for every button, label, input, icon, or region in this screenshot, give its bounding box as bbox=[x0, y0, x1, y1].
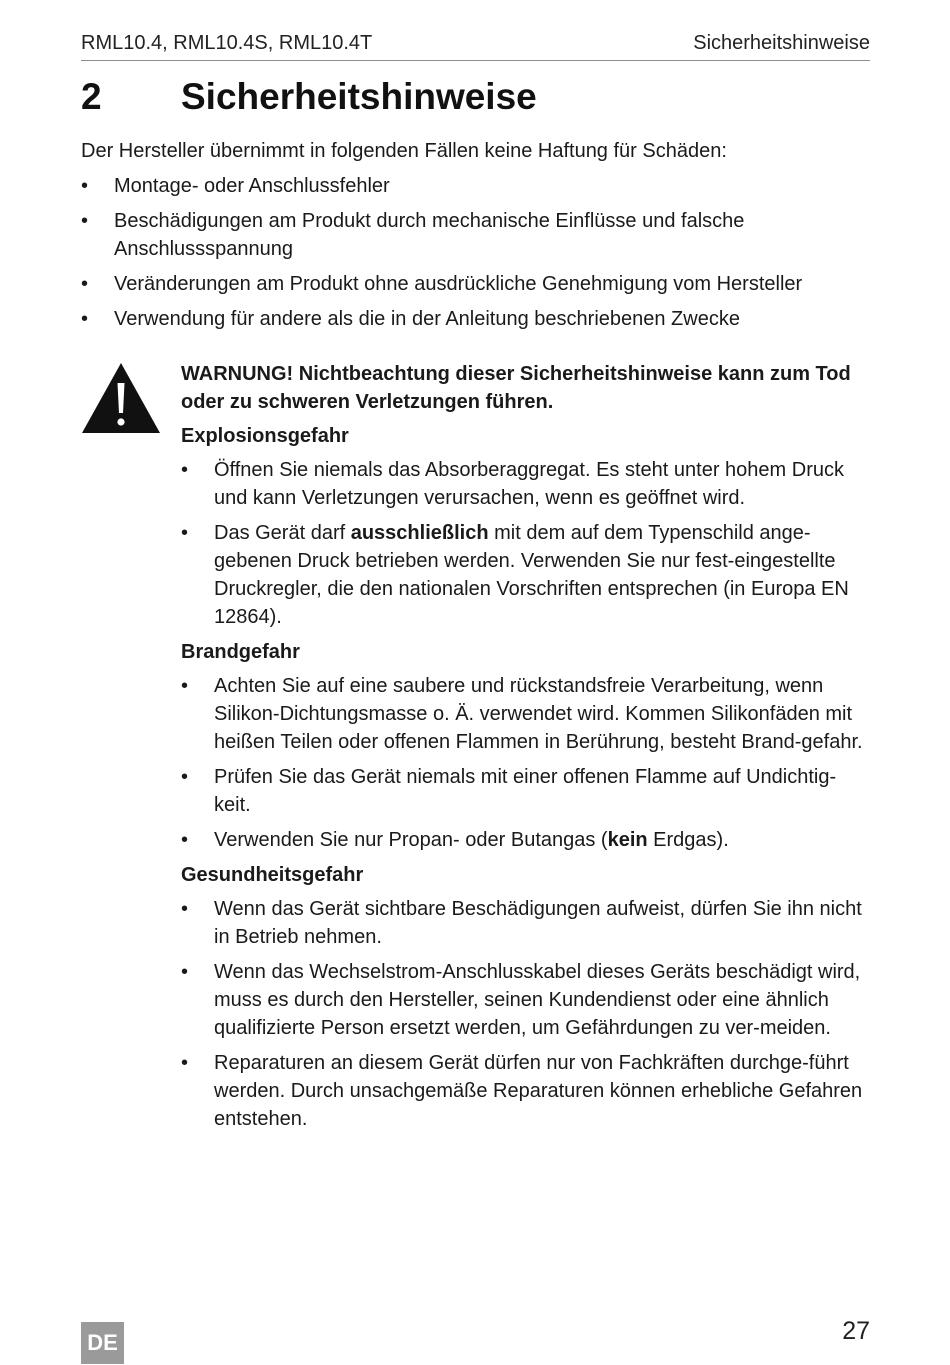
bullet: • bbox=[181, 766, 189, 788]
explosion-heading: Explosionsgefahr bbox=[181, 425, 349, 447]
header-models: RML10.4, RML10.4S, RML10.4T bbox=[81, 32, 373, 54]
list-item-text bbox=[181, 519, 871, 631]
header-section: Sicherheitshinweise bbox=[693, 32, 870, 54]
list-item bbox=[181, 672, 871, 756]
emphasis: kein bbox=[607, 829, 648, 851]
fire-list bbox=[181, 672, 871, 854]
bullet: • bbox=[181, 675, 189, 697]
chapter-number: 2 bbox=[81, 76, 102, 117]
list-item bbox=[181, 958, 871, 1042]
warning-triangle-icon bbox=[80, 361, 162, 435]
list-item-text: Montage- oder Anschlussfehler bbox=[114, 175, 390, 197]
bullet: • bbox=[181, 459, 189, 481]
bullet: • bbox=[181, 829, 189, 851]
warning-title: WARNUNG! Nichtbeachtung dieser Sicherheitshinweise kann zum Tod oder zu schweren Verletzungen führen. bbox=[181, 363, 851, 413]
health-heading: Gesundheitsgefahr bbox=[181, 864, 364, 886]
text-part: Das Gerät darf bbox=[214, 522, 351, 544]
fire-heading: Brandgefahr bbox=[181, 641, 300, 663]
chapter-title: Sicherheitshinweise bbox=[181, 76, 537, 117]
list-item bbox=[181, 519, 871, 631]
intro-text: Der Hersteller übernimmt in folgenden Fällen keine Haftung für Schäden: bbox=[81, 140, 727, 162]
list-item bbox=[81, 305, 870, 333]
bullet: • bbox=[181, 522, 189, 544]
page-header bbox=[81, 30, 870, 61]
list-item bbox=[81, 172, 870, 200]
emphasis: ausschließlich bbox=[350, 522, 489, 544]
list-item-text: Verwendung für andere als die in der Anleitung beschriebenen Zwecke bbox=[114, 308, 740, 330]
page-number: 27 bbox=[842, 1317, 870, 1345]
list-item-text: Wenn das Gerät sichtbare Beschädigungen aufweist, dürfen Sie ihn nicht in Betrieb nehmen. bbox=[214, 898, 862, 948]
list-item-text: Achten Sie auf eine saubere und rückstandsfreie Verarbeitung, wenn Silikon-Dichtungsmasse o. Ä. verwendet wird. Kommen Silikonfäden mit heißen Teilen oder offenen Flammen in Berührung, besteht Brand-gefahr. bbox=[214, 675, 863, 753]
list-item bbox=[181, 763, 871, 819]
list-item-text: Veränderungen am Produkt ohne ausdrückliche Genehmigung vom Hersteller bbox=[114, 273, 803, 295]
list-item-text: Beschädigungen am Produkt durch mechanische Einflüsse und falsche Anschlussspannung bbox=[114, 210, 745, 260]
bullet: • bbox=[181, 1052, 189, 1074]
list-item-text: Wenn das Wechselstrom-Anschlusskabel dieses Geräts beschädigt wird, muss es durch den Hersteller, seinen Kundendienst oder eine ähnlich qualifizierte Person ersetzt werden, um Gefährdungen zu ver-meiden. bbox=[214, 961, 861, 1039]
liability-list bbox=[81, 172, 870, 340]
bullet: • bbox=[181, 898, 189, 920]
language-badge: DE bbox=[81, 1322, 124, 1364]
health-list bbox=[181, 895, 871, 1133]
bullet: • bbox=[81, 308, 89, 330]
bullet: • bbox=[81, 273, 89, 295]
list-item-text: Öffnen Sie niemals das Absorberaggregat. Es steht unter hohem Druck und kann Verletzungen verursachen, wenn es geöffnet wird. bbox=[214, 459, 844, 509]
list-item bbox=[181, 895, 871, 951]
list-item-text bbox=[181, 826, 871, 854]
explosion-list bbox=[181, 456, 871, 631]
list-item bbox=[181, 1049, 871, 1133]
bullet: • bbox=[81, 175, 89, 197]
text-part: mit dem auf dem Typenschild ange-gebenen Druck betrieben werden. Verwenden Sie nur fest-eingestellte Druckregler, die den nationalen Vorschriften entsprechen (in Europa EN 12864). bbox=[214, 522, 849, 628]
list-item-text: Reparaturen an diesem Gerät dürfen nur von Fachkräften durchge-führt werden. Durch unsachgemäße Reparaturen können erhebliche Gefahren entstehen. bbox=[214, 1052, 863, 1130]
text-part: Erdgas). bbox=[647, 829, 729, 851]
bullet: • bbox=[181, 961, 189, 983]
list-item bbox=[81, 207, 870, 263]
list-item bbox=[81, 270, 870, 298]
warning-block bbox=[181, 360, 871, 1140]
list-item bbox=[181, 456, 871, 512]
list-item-text: Prüfen Sie das Gerät niemals mit einer offenen Flamme auf Undichtig-keit. bbox=[214, 766, 837, 816]
text-part: Verwenden Sie nur Propan- oder Butangas ( bbox=[214, 829, 608, 851]
list-item bbox=[181, 826, 871, 854]
bullet: • bbox=[81, 210, 89, 232]
